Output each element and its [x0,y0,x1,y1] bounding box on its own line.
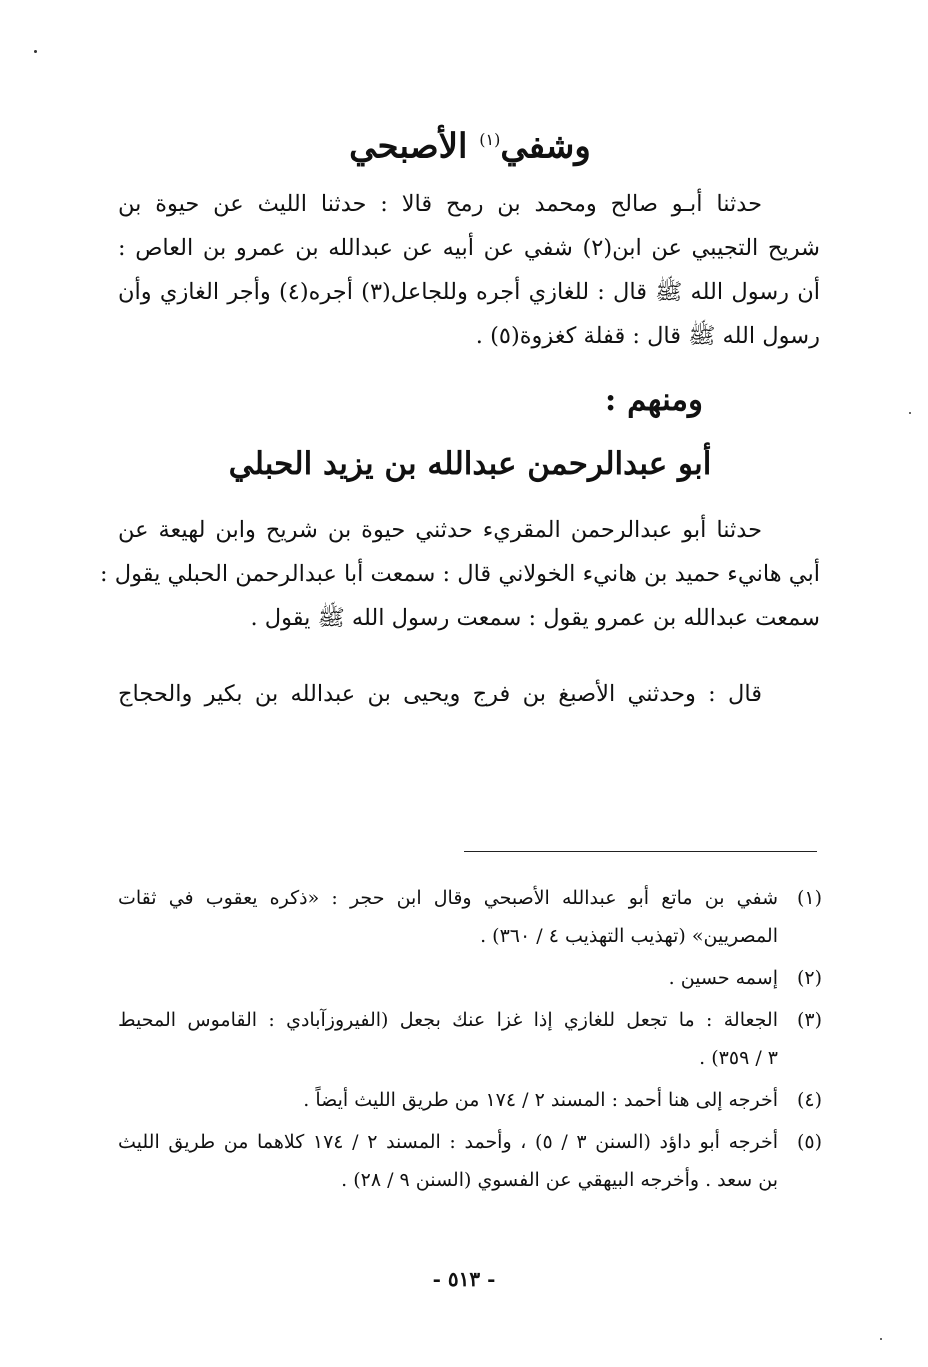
footnote-item [118,879,822,955]
section-title-main: وشفي [500,126,591,167]
footnote-line: ٣ / ٣٥٩) . [699,1047,778,1069]
footnote-number: (٥) [796,1131,822,1153]
paragraph-line: حدثنا أبو عبدالرحمن المقريء حدثني حيوة بن شريح وابن لهيعة عن [118,517,762,543]
section-title-rest: الأصبحي [349,126,468,167]
footnote-text [118,959,778,997]
footnote-line: أخرجه إلى هنا أحمد : المسند ٢ / ١٧٤ من طريق الليث أيضاً . [303,1089,778,1111]
scan-speck [880,1338,882,1340]
footnote-line: إسمه حسين . [668,967,778,989]
footnote-number: (١) [796,887,822,909]
footnote-line: شفي بن ماتع أبو عبدالله الأصبحي وقال ابن حجر : «ذكره يعقوب في ثقات [118,887,778,909]
paragraph-line: شريح التجيبي عن ابن(٢) شفي عن أبيه عن عبدالله بن عمرو بن العاص : [118,235,820,261]
hadith-paragraph-1 [118,182,820,358]
footnote-text [118,1081,778,1119]
section-title-hubuli: أبو عبدالرحمن عبدالله بن يزيد الحبلي [228,446,712,482]
footnote-line: أخرجه أبو داؤد (السنن ٣ / ٥) ، وأحمد : المسند ٢ / ١٧٤ كلاهما من طريق الليث [118,1131,779,1153]
continuation-paragraph [118,672,820,716]
paragraph-line: أن رسول الله ﷺ قال : للغازي أجره وللجاعل(٣) أجره(٤) وأجر الغازي وأن [118,279,820,305]
footnotes-block [118,879,822,1203]
paragraph-line: رسول الله ﷺ قال : قفلة كغزوة(٥) . [475,323,820,349]
footnote-divider [464,851,817,852]
footnote-text [118,879,778,955]
footnote-text [118,1123,778,1199]
footnote-number: (٢) [796,967,822,989]
footnote-text [118,1001,778,1077]
footnote-number: (٣) [796,1009,822,1031]
paragraph-line: أبي هانيء حميد بن هانيء الخولاني قال : سمعت أبا عبدالرحمن الحبلي يقول : [99,561,820,587]
paragraph-line: حدثنا أبـو صالح ومحمد بن رمح قالا : حدثنا الليث عن حيوة بن [118,191,762,217]
footnote-line: بن سعد . وأخرجه البيهقي عن الفسوي (السنن ٩ / ٢٨) . [341,1169,778,1191]
footnote-line: المصريين» (تهذيب التهذيب ٤ / ٣٦٠) . [480,925,778,947]
footnote-item [118,1081,822,1119]
section-intro: ومنهم : [604,382,703,418]
paragraph-line: سمعت عبدالله بن عمرو يقول : سمعت رسول الله ﷺ يقول . [250,605,820,631]
paragraph-line: قال : وحدثني الأصبغ بن فرج ويحيى بن عبدالله بن بكير والحجاج [118,681,762,707]
footnote-number: (٤) [796,1089,822,1111]
page-number: - ٥١٣ - [432,1267,496,1291]
footnote-item [118,1123,822,1199]
footnote-item [118,959,822,997]
section-title-shafi [120,118,820,168]
footnote-ref: (١) [479,130,501,149]
footnote-line: الجعالة : ما تجعل للغازي إذا غزا عنك بجعل (الفيروزآبادي : القاموس المحيط [118,1009,778,1031]
scan-speck [909,412,911,414]
hadith-paragraph-2 [99,508,820,640]
footnote-item [118,1001,822,1077]
scan-speck [34,50,37,53]
